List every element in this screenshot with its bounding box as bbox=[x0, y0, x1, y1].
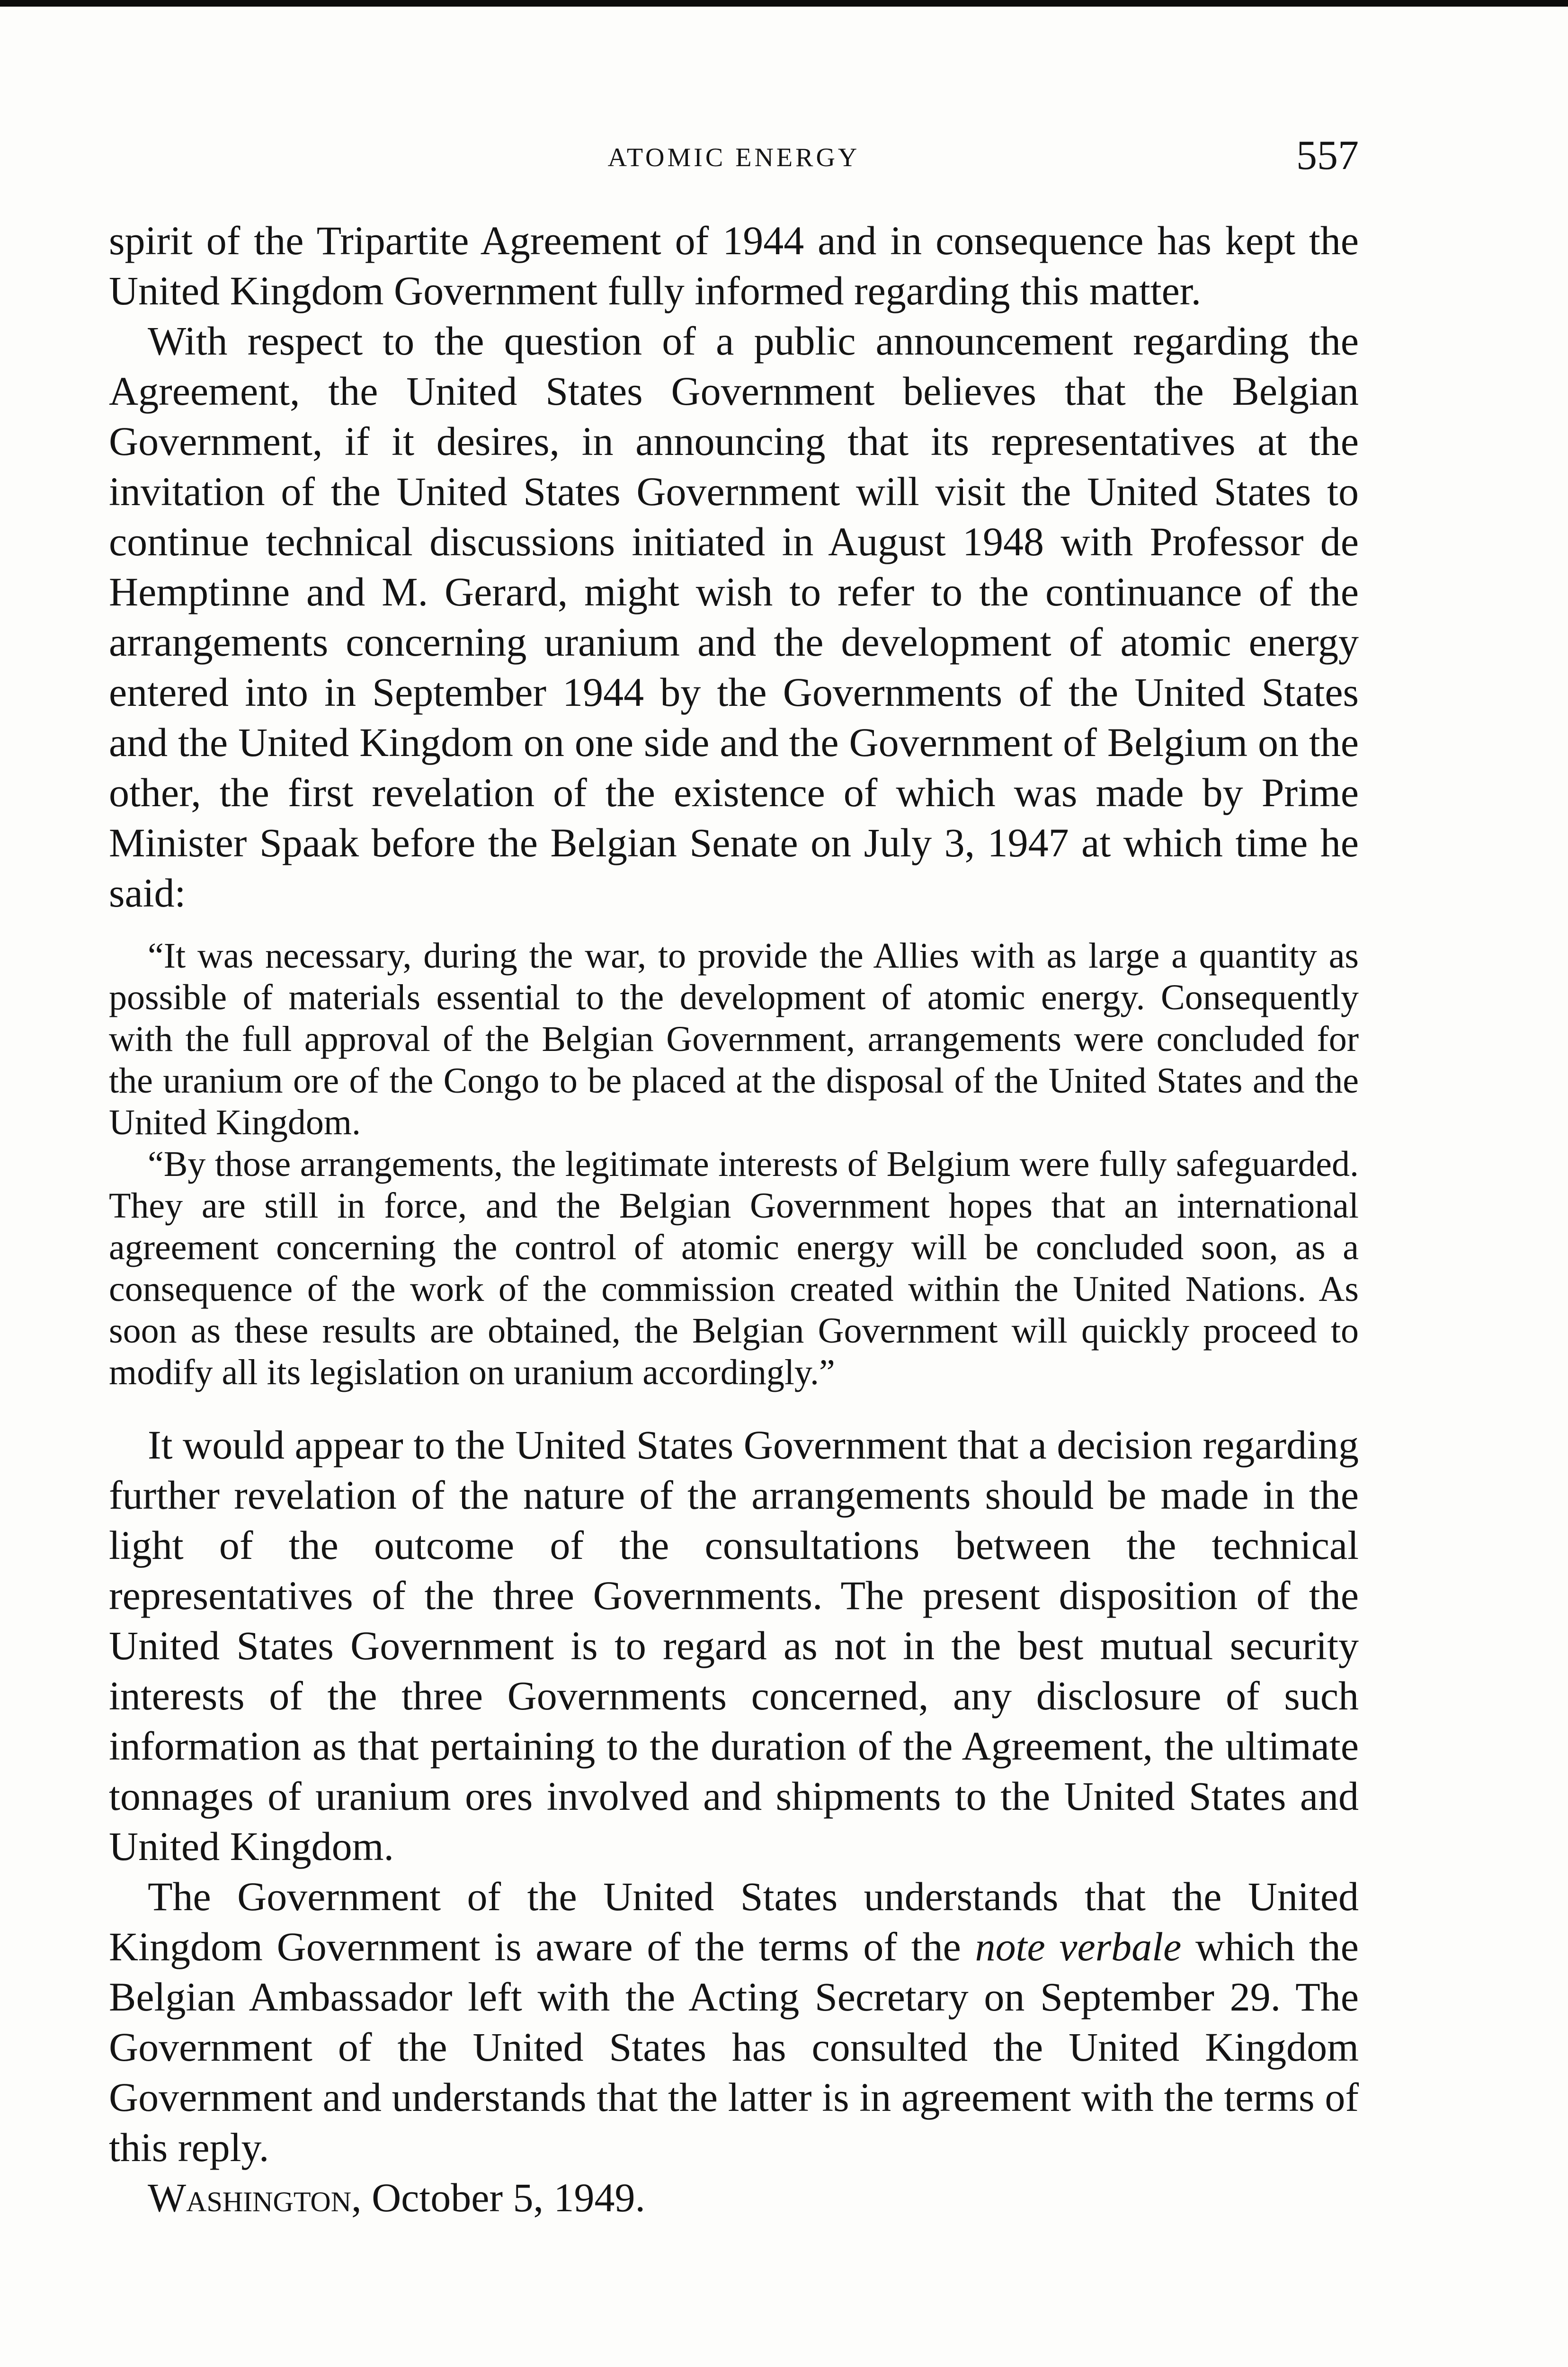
quote-paragraph-1: “It was necessary, during the war, to provide the Allies with as large a quantity as possible of materials essential to the development of atomic energy. Consequently with the full approval of the Belgian Government, arrangements were concluded for the uranium ore of the Congo to be placed at the disposal of the United States and the United Kingdom. bbox=[109, 936, 1359, 1142]
dateline bbox=[109, 2172, 1359, 2223]
paragraph-note-verbale bbox=[109, 1871, 1359, 2172]
note-verbale-italic: note verbale bbox=[975, 1924, 1182, 1969]
paragraph-continuation: spirit of the Tripartite Agreement of 1944 and in consequence has kept the United Kingdom Government fully informed regarding this matter. bbox=[109, 218, 1359, 313]
quote-paragraph-2: “By those arrangements, the legitimate interests of Belgium were fully safeguarded. They are still in force, and the Belgian Government hopes that an international agreement concerning the control of atomic energy will be concluded soon, as a consequence of the work of the commission created within the United Nations. As soon as these results are obtained, the Belgian Government will quickly proceed to modify all its legislation on uranium accordingly.” bbox=[109, 1144, 1359, 1392]
spacer bbox=[109, 1393, 1359, 1420]
note-verbale-text-before: The Government of the United States understands that the United Kingdom Government is aware of the terms of the bbox=[109, 1874, 1359, 1969]
dateline-place: Washington bbox=[148, 2175, 352, 2220]
page-number: 557 bbox=[1296, 133, 1359, 178]
top-border bbox=[0, 0, 1568, 7]
paragraph-disclosure: It would appear to the United States Government that a decision regarding further revelation of the nature of the arrangements should be made in the light of the outcome of the consultations between the technical representatives of the three Governments. The present disposition of the United States Government is to regard as not in the best mutual security interests of the three Governments concerned, any disclosure of such information as that pertaining to the duration of the Agreement, the ultimate tonnages of uranium ores involved and shipments to the United States and United Kingdom. bbox=[109, 1422, 1359, 1869]
paragraph-announcement: With respect to the question of a public announcement regarding the Agreement, the United States Government believes that the Belgian Government, if it desires, in announcing that its representatives at the invitation of the United States Government will visit the United States to continue technical discussions initiated in August 1948 with Professor de Hemptinne and M. Gerard, might wish to refer to the continuance of the arrangements concerning uranium and the development of atomic energy entered into in September 1944 by the Governments of the United States and the United Kingdom on one side and the Government of Belgium on the other, the first revelation of the existence of which was made by Prime Minister Spaak before the Belgian Senate on July 3, 1947 at which time he said: bbox=[109, 318, 1359, 916]
page-header bbox=[109, 135, 1359, 187]
block-quote bbox=[109, 935, 1359, 1393]
dateline-date: , October 5, 1949. bbox=[351, 2175, 646, 2220]
note-verbale-text-after: which the Belgian Ambassador left with the Acting Secretary on September 29. The Government of the United States has consulted the United Kingdom Government and understands that the latter is in agreement with the terms of this reply. bbox=[109, 1924, 1359, 2170]
body-text bbox=[109, 215, 1359, 2223]
running-head: ATOMIC ENERGY bbox=[607, 143, 860, 172]
